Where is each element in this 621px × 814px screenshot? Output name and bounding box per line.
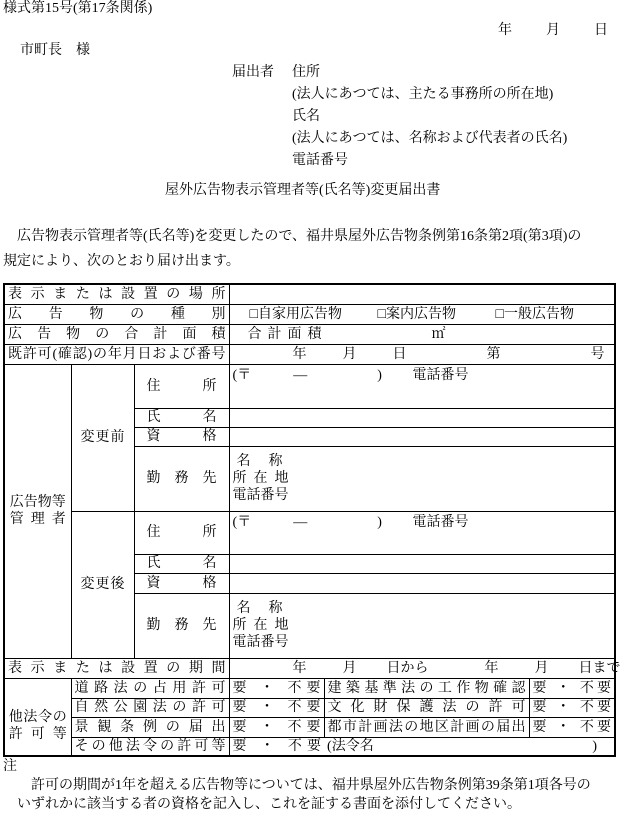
addressee: 市町長 様 xyxy=(20,43,90,58)
permit-park: 自然公園法の許可 xyxy=(71,698,229,717)
law-name-label: (法令名 xyxy=(327,738,374,754)
wp-name: 名称 xyxy=(236,601,283,616)
after-label: 変更後 xyxy=(71,511,134,658)
applicant-phone: 電話番号 xyxy=(292,153,348,168)
applicant-name: 氏名 xyxy=(292,109,320,124)
before-name-label: 氏名 xyxy=(134,408,229,427)
after-qualification-label: 資格 xyxy=(134,573,229,593)
date-day: 日 xyxy=(594,23,608,38)
permit-landscape: 景観条例の届出 xyxy=(71,717,229,737)
location-label: 表示または設置の場所 xyxy=(4,284,229,304)
permit-other: その他法令の許可等 xyxy=(71,737,229,756)
document-title: 屋外広告物表示管理者等(氏名等)変更届出書 xyxy=(165,183,441,198)
date-month: 月 xyxy=(546,23,560,38)
prior-no: 第 xyxy=(486,346,501,362)
permit-district: 都市計画法の地区計画の届出 xyxy=(324,717,529,737)
wp-name: 名称 xyxy=(236,454,283,469)
kind-private-checkbox[interactable]: □自家用広告物 xyxy=(249,306,342,322)
wp-phone: 電話番号 xyxy=(232,635,289,650)
note-label: 注 xyxy=(3,759,17,774)
law-name-close: ) xyxy=(592,738,598,754)
before-qualification-field[interactable] xyxy=(229,427,615,446)
period-field[interactable]: 年 月 日から 年 月 日まで xyxy=(229,658,615,678)
wp-phone: 電話番号 xyxy=(232,488,289,503)
prior-field[interactable] xyxy=(229,344,615,364)
permit-cultural-required[interactable]: 要 ・ 不要 xyxy=(529,698,615,717)
after-address-label: 住所 xyxy=(134,511,229,554)
wp-location: 所在地 xyxy=(232,618,289,633)
period-label: 表示または設置の期間 xyxy=(4,658,229,678)
before-address-label: 住所 xyxy=(134,364,229,408)
location-field[interactable] xyxy=(229,284,615,304)
phone-label: 電話番号 xyxy=(412,514,469,530)
permit-building-required[interactable]: 要 ・ 不要 xyxy=(529,678,615,698)
body-text-1: 広告物表示管理者等(氏名等)を変更したので、福井県屋外広告物条例第16条第2項(第3項)の xyxy=(17,229,582,244)
wp-location: 所在地 xyxy=(232,471,289,486)
before-address-field[interactable] xyxy=(229,364,615,408)
permit-road: 道路法の占用許可 xyxy=(71,678,229,698)
prior-month: 月 xyxy=(342,346,357,362)
postal: (〒 — ) xyxy=(232,514,382,530)
before-qualification-label: 資格 xyxy=(134,427,229,446)
prior-label: 既許可(確認)の年月日および番号 xyxy=(4,344,229,364)
area-label: 広告物の合計面積 xyxy=(4,324,229,344)
area-field[interactable] xyxy=(229,324,615,344)
permit-building: 建築基準法の工作物確認 xyxy=(324,678,529,698)
postal: (〒 — ) xyxy=(232,367,382,383)
applicant-label: 届出者 xyxy=(232,65,274,80)
form-table xyxy=(3,283,621,757)
permit-road-required[interactable]: 要 ・ 不要 xyxy=(229,678,324,698)
prior-go: 号 xyxy=(590,346,605,362)
applicant-address: 住所 xyxy=(292,65,320,80)
after-name-field[interactable] xyxy=(229,554,615,573)
applicant-name-note: (法人にあつては、名称および代表者の氏名) xyxy=(292,131,568,146)
kind-general-checkbox[interactable]: □一般広告物 xyxy=(495,306,574,322)
permit-other-required[interactable]: 要 ・ 不要 xyxy=(229,737,324,756)
after-workplace-label: 勤務先 xyxy=(134,593,229,658)
form-number: 様式第15号(第17条関係) xyxy=(3,1,153,16)
permit-district-required[interactable]: 要 ・ 不要 xyxy=(529,717,615,737)
after-address-field[interactable] xyxy=(229,511,615,554)
body-text-2: 規定により、次のとおり届け出ます。 xyxy=(3,254,240,269)
other-permits-label: 他法令の 許可等 xyxy=(4,678,71,756)
after-name-label: 氏名 xyxy=(134,554,229,573)
permit-park-required[interactable]: 要 ・ 不要 xyxy=(229,698,324,717)
area-unit: ㎡ xyxy=(431,326,446,342)
after-qualification-field[interactable] xyxy=(229,573,615,593)
kind-options xyxy=(229,304,615,324)
phone-label: 電話番号 xyxy=(412,367,469,383)
before-label: 変更前 xyxy=(71,364,134,511)
note-text-2: いずれかに該当する者の資格を記入し、これを証する書面を添付してください。 xyxy=(17,797,521,812)
before-workplace-label: 勤務先 xyxy=(134,446,229,511)
kind-label: 広告物の種別 xyxy=(4,304,229,324)
before-workplace-field[interactable] xyxy=(229,446,615,511)
law-name-field[interactable] xyxy=(324,737,615,756)
before-name-field[interactable] xyxy=(229,408,615,427)
after-workplace-field[interactable] xyxy=(229,593,615,658)
date-year: 年 xyxy=(498,23,512,38)
permit-landscape-required[interactable]: 要 ・ 不要 xyxy=(229,717,324,737)
permit-cultural: 文化財保護法の許可 xyxy=(324,698,529,717)
kind-guide-checkbox[interactable]: □案内広告物 xyxy=(377,306,456,322)
prior-year: 年 xyxy=(292,346,307,362)
manager-label: 広告物等 管理者 xyxy=(4,364,71,658)
applicant-address-note: (法人にあつては、主たる事務所の所在地) xyxy=(292,87,554,102)
area-text: 合計面積 xyxy=(247,326,322,342)
prior-day: 日 xyxy=(392,346,407,362)
note-text-1: 許可の期間が1年を超える広告物等については、福井県屋外広告物条例第39条第1項各号の xyxy=(31,778,591,793)
